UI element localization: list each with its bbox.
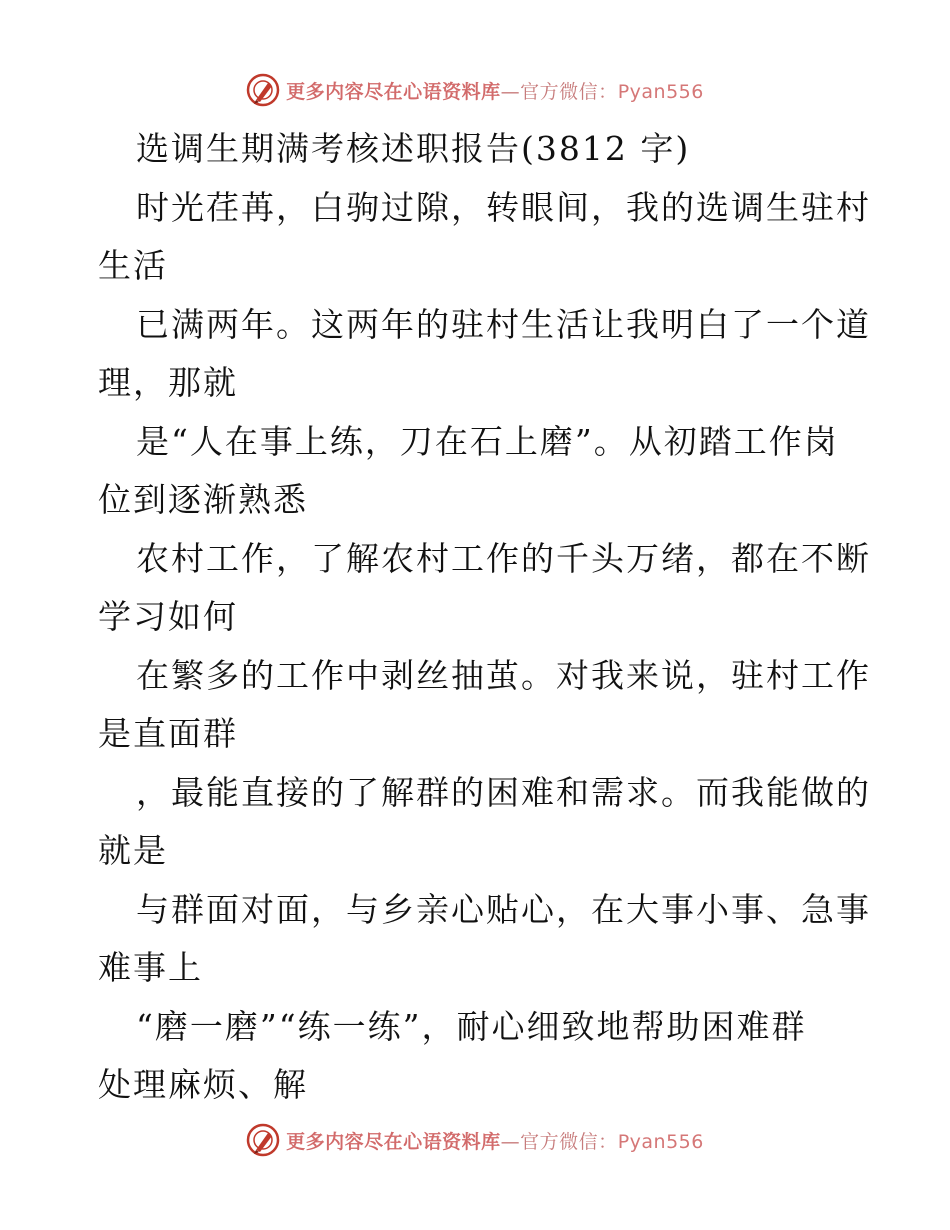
text-line: 就是	[98, 831, 168, 870]
text-line: 农村工作，了解农村工作的千头万绪，都在不断	[136, 538, 871, 578]
text-line: 时光荏苒，白驹过隙，转眼间，我的选调生驻村	[136, 187, 871, 227]
document-body	[98, 120, 871, 1115]
text-line: 生活	[98, 246, 168, 285]
text-line: 是“人在事上练，刀在石上磨”。从初踏工作岗	[136, 421, 839, 461]
text-line: 在繁多的工作中剥丝抽茧。对我来说，驻村工作	[136, 655, 871, 695]
document-title: 选调生期满考核述职报告(3812 字)	[136, 129, 691, 168]
text-line: 与群面对面，与乡亲心贴心，在大事小事、急事	[136, 889, 871, 929]
text-line: “磨一磨”“练一练”，耐心细致地帮助困难群	[136, 1006, 807, 1046]
text-line: 难事上	[98, 948, 203, 987]
banner-wechat-id: Pyan556	[617, 80, 704, 103]
text-line: 已满两年。这两年的驻村生活让我明白了一个道	[136, 304, 871, 344]
text-line: 是直面群	[98, 714, 238, 753]
text-line: 位到逐渐熟悉	[98, 480, 308, 519]
banner-main-text: 更多内容尽在心语资料库	[286, 80, 501, 103]
pen-logo-icon	[246, 1123, 280, 1157]
banner-wechat-id: Pyan556	[617, 1130, 704, 1153]
text-line: 理，那就	[98, 363, 238, 402]
banner-main-text: 更多内容尽在心语资料库	[286, 1130, 501, 1153]
banner-sub-text: —官方微信：	[500, 1130, 618, 1153]
text-line: 处理麻烦、解	[98, 1065, 308, 1104]
header-banner	[0, 70, 950, 110]
banner-sub-text: —官方微信：	[500, 80, 618, 103]
footer-banner	[0, 1120, 950, 1160]
text-line: ，最能直接的了解群的困难和需求。而我能做的	[136, 772, 871, 812]
pen-logo-icon	[246, 73, 280, 107]
text-line: 学习如何	[98, 597, 238, 636]
